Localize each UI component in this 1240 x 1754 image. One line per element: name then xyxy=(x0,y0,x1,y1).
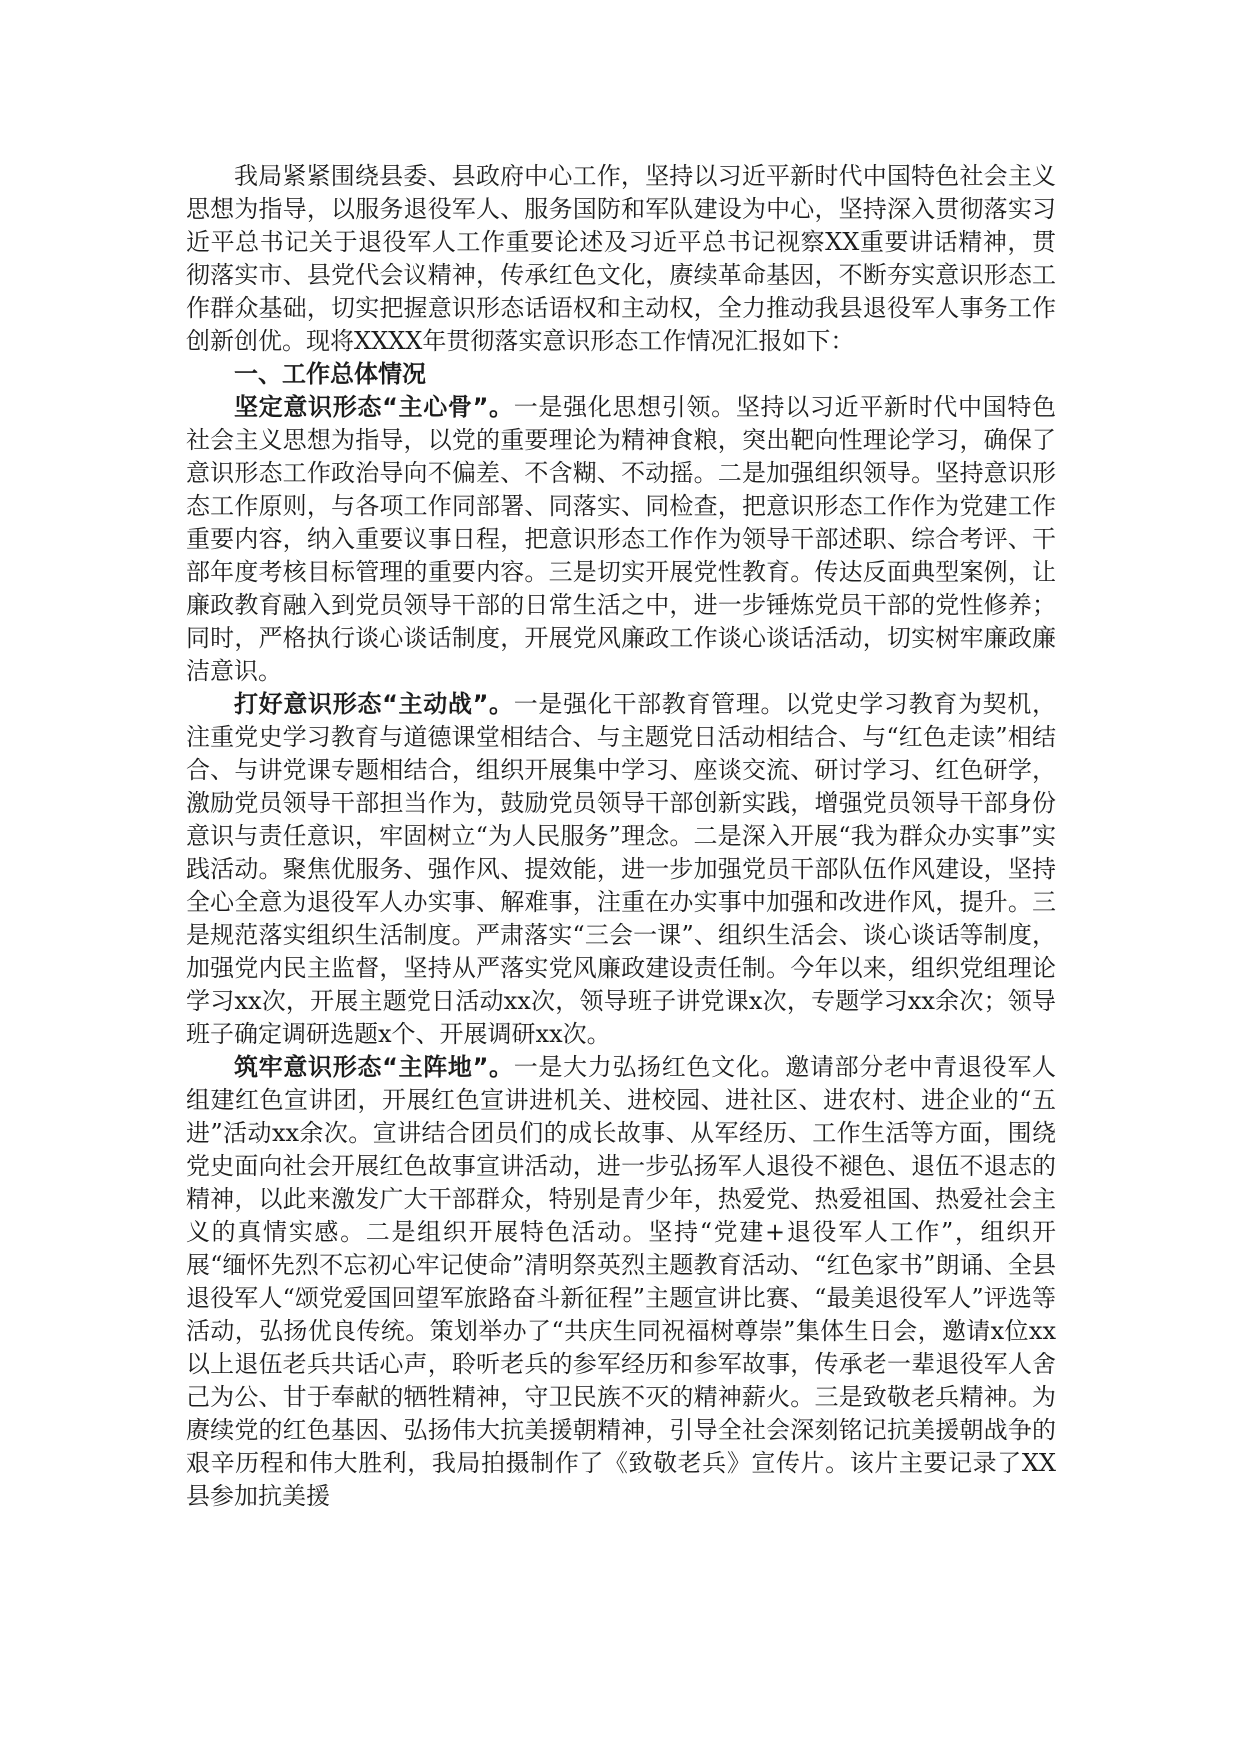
paragraph-lead: 筑牢意识形态“主阵地”。 xyxy=(234,1053,514,1081)
paragraph-body: 一是强化思想引领。坚持以习近平新时代中国特色社会主义思想为指导，以党的重要理论为精神食粮，突出靶向性理论学习，确保了意识形态工作政治导向不偏差、不含糊、不动摇。二是加强组织领导。坚持意识形态工作原则，与各项工作同部署、同落实、同检查，把意识形态工作作为党建工作重要内容，纳入重要议事日程，把意识形态工作作为领导干部述职、综合考评、干部年度考核目标管理的重要内容。三是切实开展党性教育。传达反面典型案例，让廉政教育融入到党员领导干部的日常生活之中，进一步锤炼党员干部的党性修养；同时，严格执行谈心谈话制度，开展党风廉政工作谈心谈话活动，切实树牢廉政廉洁意识。 xyxy=(186,393,1057,685)
paragraph-ideology-initiative xyxy=(186,688,1056,1051)
paragraph-body: 一是大力弘扬红色文化。邀请部分老中青退役军人组建红色宣讲团，开展红色宣讲进机关、进校园、进社区、进农村、进企业的“五进”活动xx余次。宣讲结合团员们的成长故事、从军经历、工作生活等方面，围绕党史面向社会开展红色故事宣讲活动，进一步弘扬军人退役不褪色、退伍不退志的精神，以此来激发广大干部群众，特别是青少年，热爱党、热爱祖国、热爱社会主义的真情实感。二是组织开展特色活动。坚持“党建+退役军人工作”，组织开展“缅怀先烈不忘初心牢记使命”清明祭英烈主题教育活动、“红色家书”朗诵、全县退役军人“颂党爱国回望军旅路奋斗新征程”主题宣讲比赛、“最美退役军人”评选等活动，弘扬优良传统。策划举办了“共庆生同祝福树尊崇”集体生日会，邀请x位xx以上退伍老兵共话心声，聆听老兵的参军经历和参军故事，传承老一辈退役军人舍己为公、甘于奉献的牺牲精神，守卫民族不灭的精神薪火。三是致敬老兵精神。为赓续党的红色基因、弘扬伟大抗美援朝精神，引导全社会深刻铭记抗美援朝战争的艰辛历程和伟大胜利，我局拍摄制作了《致敬老兵》宣传片。该片主要记录了XX县参加抗美援 xyxy=(186,1053,1057,1510)
paragraph-ideology-front xyxy=(186,1051,1056,1513)
paragraph-body: 一是强化干部教育管理。以党史学习教育为契机，注重党史学习教育与道德课堂相结合、与主题党日活动相结合、与“红色走读”相结合、与讲党课专题相结合，组织开展集中学习、座谈交流、研讨学习、红色研学，激励党员领导干部担当作为，鼓励党员领导干部创新实践，增强党员领导干部身份意识与责任意识，牢固树立“为人民服务”理念。二是深入开展“我为群众办实事”实践活动。聚焦优服务、强作风、提效能，进一步加强党员干部队伍作风建设，坚持全心全意为退役军人办实事、解难事，注重在办实事中加强和改进作风，提升。三是规范落实组织生活制度。严肃落实“三会一课”、组织生活会、谈心谈话等制度，加强党内民主监督，坚持从严落实党风廉政建设责任制。今年以来，组织党组理论学习xx次，开展主题党日活动xx次，领导班子讲党课x次，专题学习xx余次；领导班子确定调研选题x个、开展调研xx次。 xyxy=(186,690,1057,1048)
paragraph-lead: 坚定意识形态“主心骨”。 xyxy=(234,393,514,421)
document-page xyxy=(186,160,1056,1513)
intro-paragraph: 我局紧紧围绕县委、县政府中心工作，坚持以习近平新时代中国特色社会主义思想为指导，以服务退役军人、服务国防和军队建设为中心，坚持深入贯彻落实习近平总书记关于退役军人工作重要论述及习近平总书记视察XX重要讲话精神，贯彻落实市、县党代会议精神，传承红色文化，赓续革命基因，不断夯实意识形态工作群众基础，切实把握意识形态话语权和主动权，全力推动我县退役军人事务工作创新创优。现将XXXX年贯彻落实意识形态工作情况汇报如下： xyxy=(186,162,1056,355)
section-heading: 一、工作总体情况 xyxy=(234,360,426,388)
paragraph-ideology-backbone xyxy=(186,391,1056,688)
paragraph-lead: 打好意识形态“主动战”。 xyxy=(234,690,514,718)
